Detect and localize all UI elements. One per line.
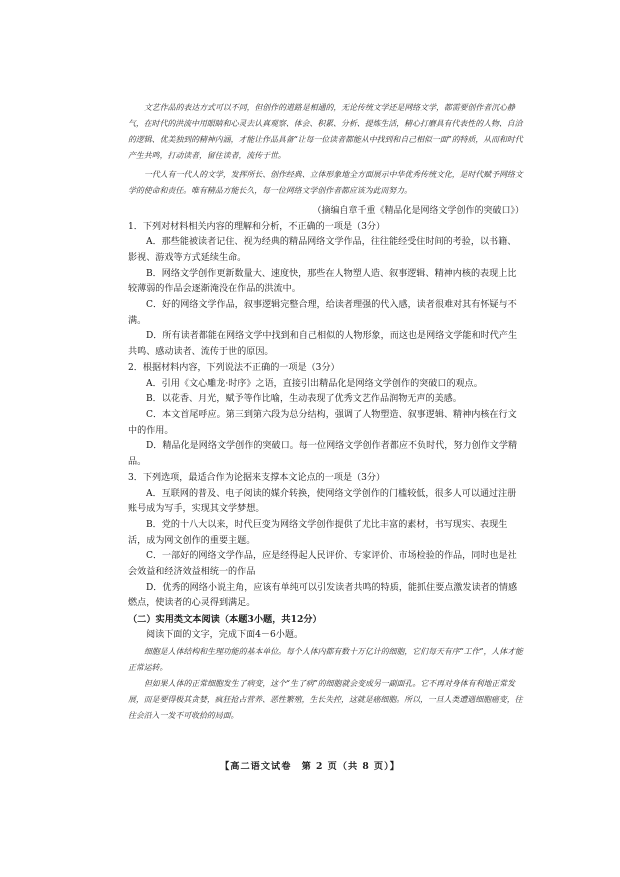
question-stem: 2．根据材料内容，下列说法不正确的一项是（3分）	[128, 362, 340, 373]
question-stem: 3．下列选项，最适合作为论据来支撑本文论点的一项是（3分）	[128, 472, 386, 483]
question-option: B．网络文学创作更新数量大、速度快，那些在人物塑人造、叙事逻辑、精神内核的表现上比较薄弱的作品会逐渐淹没在作品的洪流中。	[128, 268, 517, 295]
passage-paragraph: 但如果人体的正常细胞发生了病变，这个“生了病”的细胞就会变成另一副面孔。它不再对身体有利地正常发展，而是要得极其贪婪，疯狂抢占营养、恶性繁殖，生长失控，这就是癌细胞。所以，一旦人类遭遇细胞癌变，往往会沿入一发不可收拾的局面。	[128, 679, 523, 721]
question-option: C．本文首尾呼应。第三到第六段为总分结构，强调了人物塑造、叙事逻辑、精神内核在行文中的作用。	[128, 410, 517, 436]
question-option: B．党的十八大以来，时代巨变为网络文学创作提供了尤比丰富的素材，书写现实、表现生活，成为网文创作的重要主题。	[128, 519, 508, 546]
passage-source: （摘编自章千重《精品化是网络文学创作的突破口》）	[312, 205, 524, 216]
question-option: C．一部好的网络文学作品，应是经得起人民评价、专家评价、市场检验的作品，同时也是社会效益和经济效益相统一的作品	[128, 551, 517, 578]
question-option: D．精品化是网络文学创作的突破口。每一位网络文学创作者都应不负时代，努力创作文学精品。	[128, 441, 518, 468]
question-1	[128, 220, 524, 361]
passage-paragraph: 文艺作品的表达方式可以不同，但创作的道路是相通的，无论传统文学还是网络文学，都需要创作者沉心静气，在时代的洪流中用眼睛和心灵去认真观察、体会、积累、分析、提炼生活，精心打磨具有代表性的人物、自洽的逻辑、优美独到的精神内涵，才能让作品具备“让每一位读者都能从中找到和自己相似一面”的特质，从而和时代产生共鸣，打动读者，留住读者，流传于世。	[128, 103, 523, 161]
question-stem: 1．下列对材料相关内容的理解和分析，不正确的一项是（3分）	[128, 221, 386, 232]
question-2	[128, 361, 524, 471]
question-option: A．那些能被读者记住、视为经典的精品网络文学作品，往往能经受住时间的考验，以书籍、影视、游戏等方式延续生命。	[128, 237, 517, 263]
passage-paragraph: 细胞是人体结构和生理功能的基本单位。每个人体内都有数十万亿计的细胞，它们每天有序“工作”，人体才能正常运转。	[128, 646, 523, 672]
question-option: D．所有读者都能在网络文学中找到和自己相似的人物形象，而这也是网络文学能和时代产生共鸣、感动读者、流传于世的原因。	[128, 331, 518, 358]
question-option: A．引用《文心雕龙·时序》之语，直接引出精品化是网络文学创作的突破口的观点。	[146, 378, 483, 389]
question-3	[128, 471, 524, 612]
section-instruction: 阅读下面的文字，完成下面4－6小题。	[146, 630, 304, 641]
page-footer: 【高二语文试卷 第 2 页（共 8 页）】	[220, 761, 400, 772]
question-option: C．好的网络文学作品，叙事逻辑完整合理，给读者理强的代入感，读者很难对其有怀疑与不满。	[128, 300, 517, 326]
section-heading: （二）实用类文本阅读（本题3小题，共12分）	[128, 614, 322, 626]
question-option: B．以花香、月光，赋予等作比喻，生动表现了优秀文艺作品润物无声的美感。	[146, 394, 462, 405]
passage-paragraph: 一代人有一代人的文学，发挥所长、创作经典、立体形象地全方面展示中华优秀传统文化，是时代赋予网络文学的使命和责任。唯有精品方能长久，每一位网络文学创作者都应该为此而努力。	[128, 170, 523, 196]
question-option: A．互联网的普及、电子阅读的媒介转换，使网络文学创作的门槛较低，很多人可以通过注册账号成为写手，实现其文学梦想。	[128, 488, 517, 515]
question-option: D．优秀的网络小说主角，应该有单纯可以引发读者共鸣的特质，能抓住要点激发读者的情感燃点，使读者的心灵得到满足。	[128, 582, 518, 609]
page-content	[128, 100, 524, 724]
